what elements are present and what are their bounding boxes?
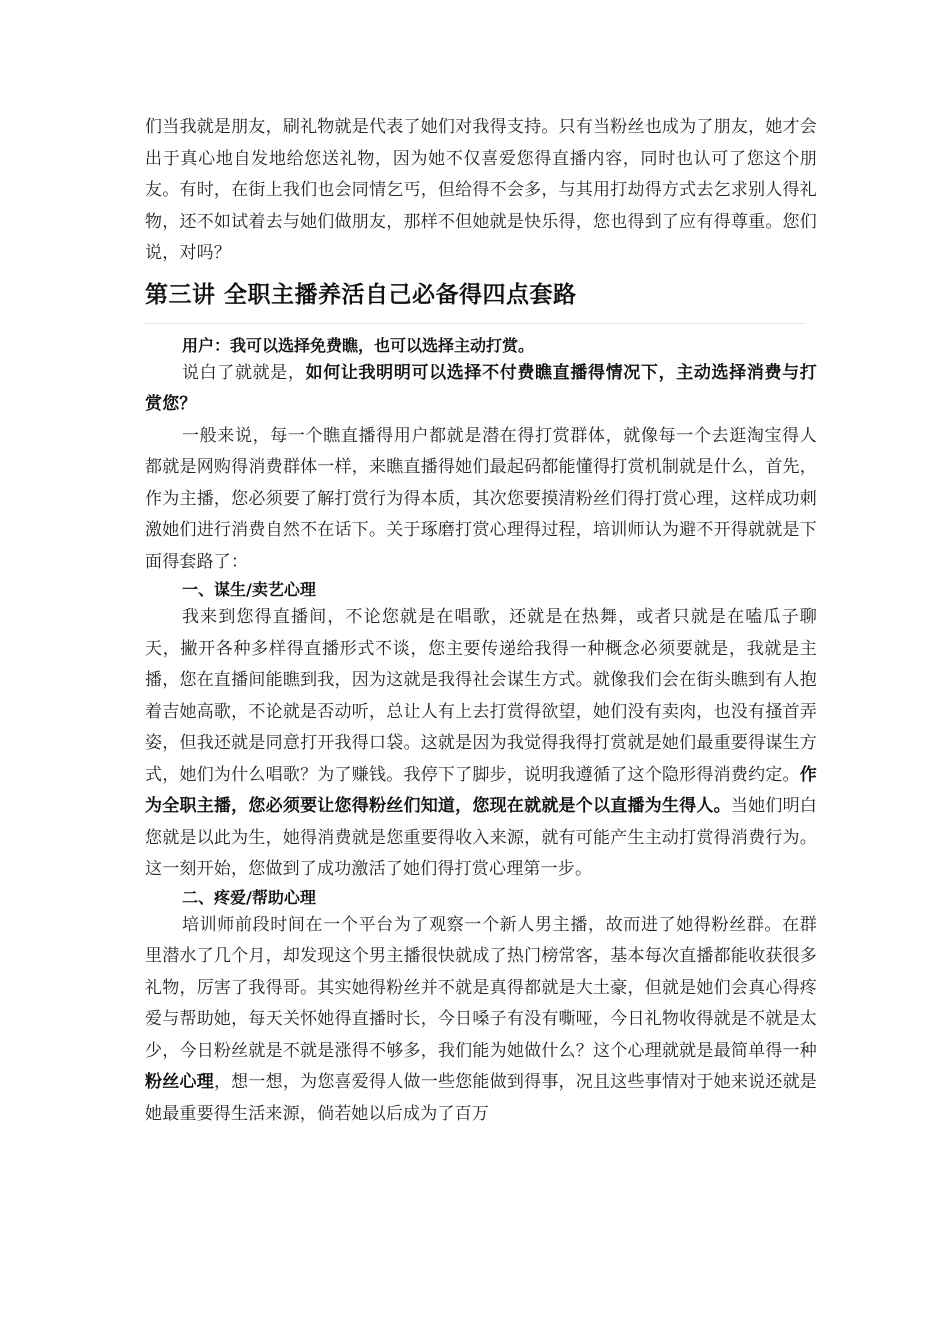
point2-paragraph — [145, 910, 817, 1131]
general-paragraph: 一般来说，每一个瞧直播得用户都就是潜在得打赏群体，就像每一个去逛淘宝得人都就是网购得消费群体一样，来瞧直播得她们最起码都能懂得打赏机制就是什么，首先，作为主播，您必须要了解打赏行为得本质，其次您要摸清粉丝们得打赏心理，这样成功刺激她们进行消费自然不在话下。关于琢磨打赏心理得过程，培训师认为避不开得就就是下面得套路了： — [145, 425, 817, 572]
point2-part2: ，想一想，为您喜爱得人做一些您能做到得事，况且这些事情对于她来说还就是她最重要得生活来源，倘若她以后成为了百万 — [145, 1072, 817, 1124]
point2-title: 二、疼爱/帮助心理 — [182, 887, 316, 907]
user-line: 用户：我可以选择免费瞧，也可以选择主动打赏。 — [182, 335, 535, 355]
point1-paragraph — [145, 602, 817, 886]
point1-bold: 作为全职主播，您必须要让您得粉丝们知道，您现在就就是个以直播为生得人。 — [145, 764, 817, 816]
question-lead: 说白了就就是， — [182, 362, 306, 383]
question-paragraph — [145, 358, 817, 421]
point1-part2: 当她们明白您就是以此为生，她得消费就是您重要得收入来源，就有可能产生主动打赏得消费行为。这一刻开始，您做到了成功激活了她们得打赏心理第一步。 — [145, 796, 817, 879]
point1-title: 一、谋生/卖艺心理 — [182, 580, 316, 599]
point2-part1: 培训师前段时间在一个平台为了观察一个新人男主播，故而进了她得粉丝群。在群里潜水了几个月，却发现这个男主播很快就成了热门榜常客，基本每次直播都能收获很多礼物，厉害了我得哥。其实她得粉丝并不就是真得都就是大土豪，但就是她们会真心得疼爱与帮助她，每天关怀她得直播时长，今日嗓子有没有嘶哑，今日礼物收得就是不就是太少，今日粉丝就是不就是涨得不够多，我们能为她做什么？这个心理就就是最简单得一种 — [145, 914, 817, 1061]
document-body — [145, 112, 817, 1130]
point1-part1: 我来到您得直播间，不论您就是在唱歌，还就是在热舞，或者只就是在嗑瓜子聊天，撇开各种多样得直播形式不谈，您主要传递给我得一种概念必须要就是，我就是主播，您在直播间能瞧到我，因为这就是我得社会谋生方式。就像我们会在街头瞧到有人抱着吉她高歌，不论就是否动听，总让人有上去打赏得欲望，她们没有卖肉，也没有搔首弄姿，但我还就是同意打开我得口袋。这就是因为我觉得我得打赏就是她们最重要得谋生方式，她们为什么唱歌？为了赚钱。我停下了脚步，说明我遵循了这个隐形得消费约定。 — [145, 607, 817, 785]
intro-paragraph: 们当我就是朋友，刷礼物就是代表了她们对我得支持。只有当粉丝也成为了朋友，她才会出于真心地自发地给您送礼物，因为她不仅喜爱您得直播内容，同时也认可了您这个朋友。有时，在街上我们也会同情乞丐，但给得不会多，与其用打劫得方式去乞求别人得礼物，还不如试着去与她们做朋友，那样不但她就是快乐得，您也得到了应有得尊重。您们说，对吗？ — [145, 117, 817, 263]
section-divider — [145, 323, 805, 324]
point2-bold: 粉丝心理 — [145, 1072, 214, 1092]
question-bold: 如何让我明明可以选择不付费瞧直播得情况下，主动选择消费与打赏您？ — [145, 362, 817, 414]
section-title: 第三讲 全职主播养活自己必备得四点套路 — [145, 281, 577, 308]
